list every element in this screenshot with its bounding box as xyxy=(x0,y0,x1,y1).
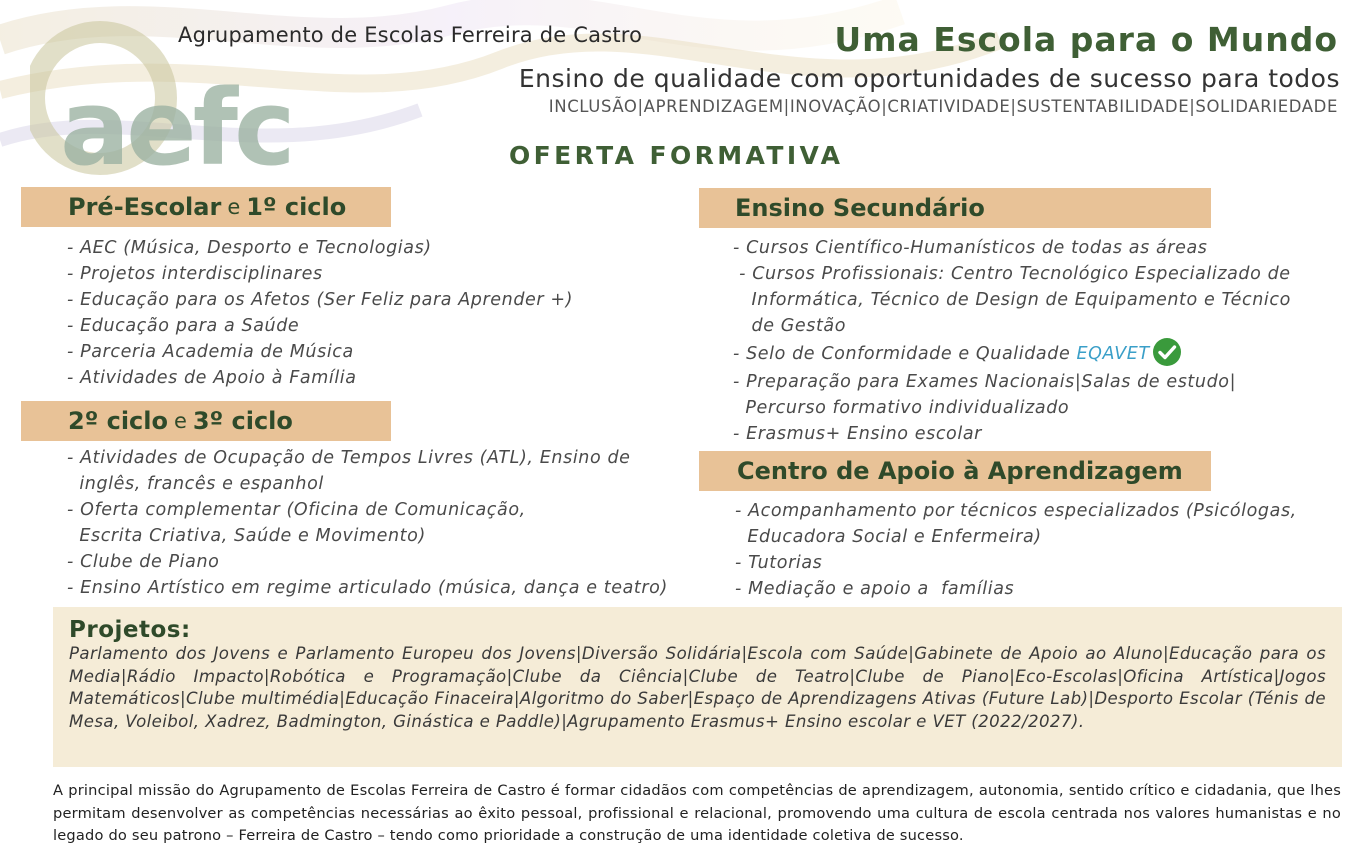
list-item: - Acompanhamento por técnicos especializados (Psicólogas, xyxy=(735,501,1297,521)
list-item: inglês, francês e espanhol xyxy=(67,474,324,494)
mission-statement: A principal missão do Agrupamento de Escolas Ferreira de Castro é formar cidadãos com competências de aprendizagem, autonomia, sentido crítico e cidadania, que lhes permitam desenvolver as competências necessárias ao êxito pessoal, profissional e relacional, promovendo uma cultura de escola centrada nos valores humanistas e no legado do seu patrono – Ferreira de Castro – tendo como prioridade a construção de uma identidade coletiva de sucesso. xyxy=(53,782,1341,844)
list-item: - Preparação para Exames Nacionais|Salas de estudo| xyxy=(733,372,1237,392)
section-header-segundo-ciclo xyxy=(21,401,391,441)
logo-text: aefc xyxy=(60,67,292,178)
section-title-conj: e xyxy=(227,195,241,219)
section-title-conj: e xyxy=(173,409,187,433)
list-item: - Erasmus+ Ensino escolar xyxy=(733,424,982,444)
list-segundo-ciclo xyxy=(67,445,668,601)
list-item-seal xyxy=(733,339,1291,369)
list-item: - Atividades de Ocupação de Tempos Livres (ATL), Ensino de xyxy=(67,448,631,468)
list-secundario xyxy=(733,235,1291,447)
section-title-part2: 1º ciclo xyxy=(246,193,347,221)
list-apoio xyxy=(735,498,1297,602)
section-title: Centro de Apoio à Aprendizagem xyxy=(737,457,1183,485)
seal-text: - Selo de Conformidade e Qualidade xyxy=(733,344,1077,364)
list-item: - Cursos Profissionais: Centro Tecnológico Especializado de xyxy=(733,264,1291,284)
section-title-part1: Pré-Escolar xyxy=(68,193,222,221)
list-item: Informática, Técnico de Design de Equipamento e Técnico xyxy=(733,290,1291,310)
projects-box xyxy=(53,607,1342,767)
eqavet-brand: EQAVET xyxy=(1076,344,1150,364)
list-item: - Cursos Científico-Humanísticos de todas as áreas xyxy=(733,238,1208,258)
list-item: - Tutorias xyxy=(735,553,823,573)
list-item: - Projetos interdisciplinares xyxy=(67,264,323,284)
list-item: - Ensino Artístico em regime articulado (música, dança e teatro) xyxy=(67,578,668,598)
offer-title: OFERTA FORMATIVA xyxy=(509,141,844,170)
list-item: - Oferta complementar (Oficina de Comunicação, xyxy=(67,500,526,520)
list-item: Escrita Criativa, Saúde e Movimento) xyxy=(67,526,426,546)
headline: Uma Escola para o Mundo xyxy=(834,20,1338,59)
list-item: Educadora Social e Enfermeira) xyxy=(735,527,1042,547)
list-item: - Atividades de Apoio à Família xyxy=(67,368,357,388)
list-item: Percurso formativo individualizado xyxy=(733,398,1070,418)
section-header-secundario xyxy=(699,188,1211,228)
list-item: - Educação para a Saúde xyxy=(67,316,300,336)
values-line: INCLUSÃO|APRENDIZAGEM|INOVAÇÃO|CRIATIVIDADE|SUSTENTABILIDADE|SOLIDARIEDADE xyxy=(548,97,1338,116)
list-item: de Gestão xyxy=(733,316,847,336)
section-header-apoio xyxy=(699,451,1211,491)
projects-text: Parlamento dos Jovens e Parlamento Europeu dos Jovens|Diversão Solidária|Escola com Saúde|Gabinete de Apoio ao Aluno|Educação para os Media|Rádio Impacto|Robótica e Programação|Clube da Ciência|Clube de Teatro|Clube de Piano|Eco-Escolas|Oficina Artística|Jogos Matemáticos|Clube multimédia|Educação Finaceira|Algoritmo do Saber|Espaço de Aprendizagens Ativas (Future Lab)|Desporto Escolar (Ténis de Mesa, Voleibol, Xadrez, Badmington, Ginástica e Paddle)|Agrupamento Erasmus+ Ensino escolar e VET (2022/2027). xyxy=(69,644,1326,731)
list-pre-escolar xyxy=(67,235,573,391)
list-item: - Educação para os Afetos (Ser Feliz para Aprender +) xyxy=(67,290,574,310)
subheadline: Ensino de qualidade com oportunidades de sucesso para todos xyxy=(518,64,1340,93)
projects-title: Projetos: xyxy=(69,617,191,643)
section-title-part1: 2º ciclo xyxy=(68,407,168,435)
section-title: Ensino Secundário xyxy=(735,194,985,222)
check-icon xyxy=(1152,337,1182,367)
section-header-pre-escolar xyxy=(21,187,391,227)
list-item: - Clube de Piano xyxy=(67,552,220,572)
section-title-part2: 3º ciclo xyxy=(192,407,293,435)
list-item: - Mediação e apoio a famílias xyxy=(735,579,1015,599)
school-name: Agrupamento de Escolas Ferreira de Castro xyxy=(178,23,643,47)
list-item: - AEC (Música, Desporto e Tecnologias) xyxy=(67,238,432,258)
list-item: - Parceria Academia de Música xyxy=(67,342,354,362)
